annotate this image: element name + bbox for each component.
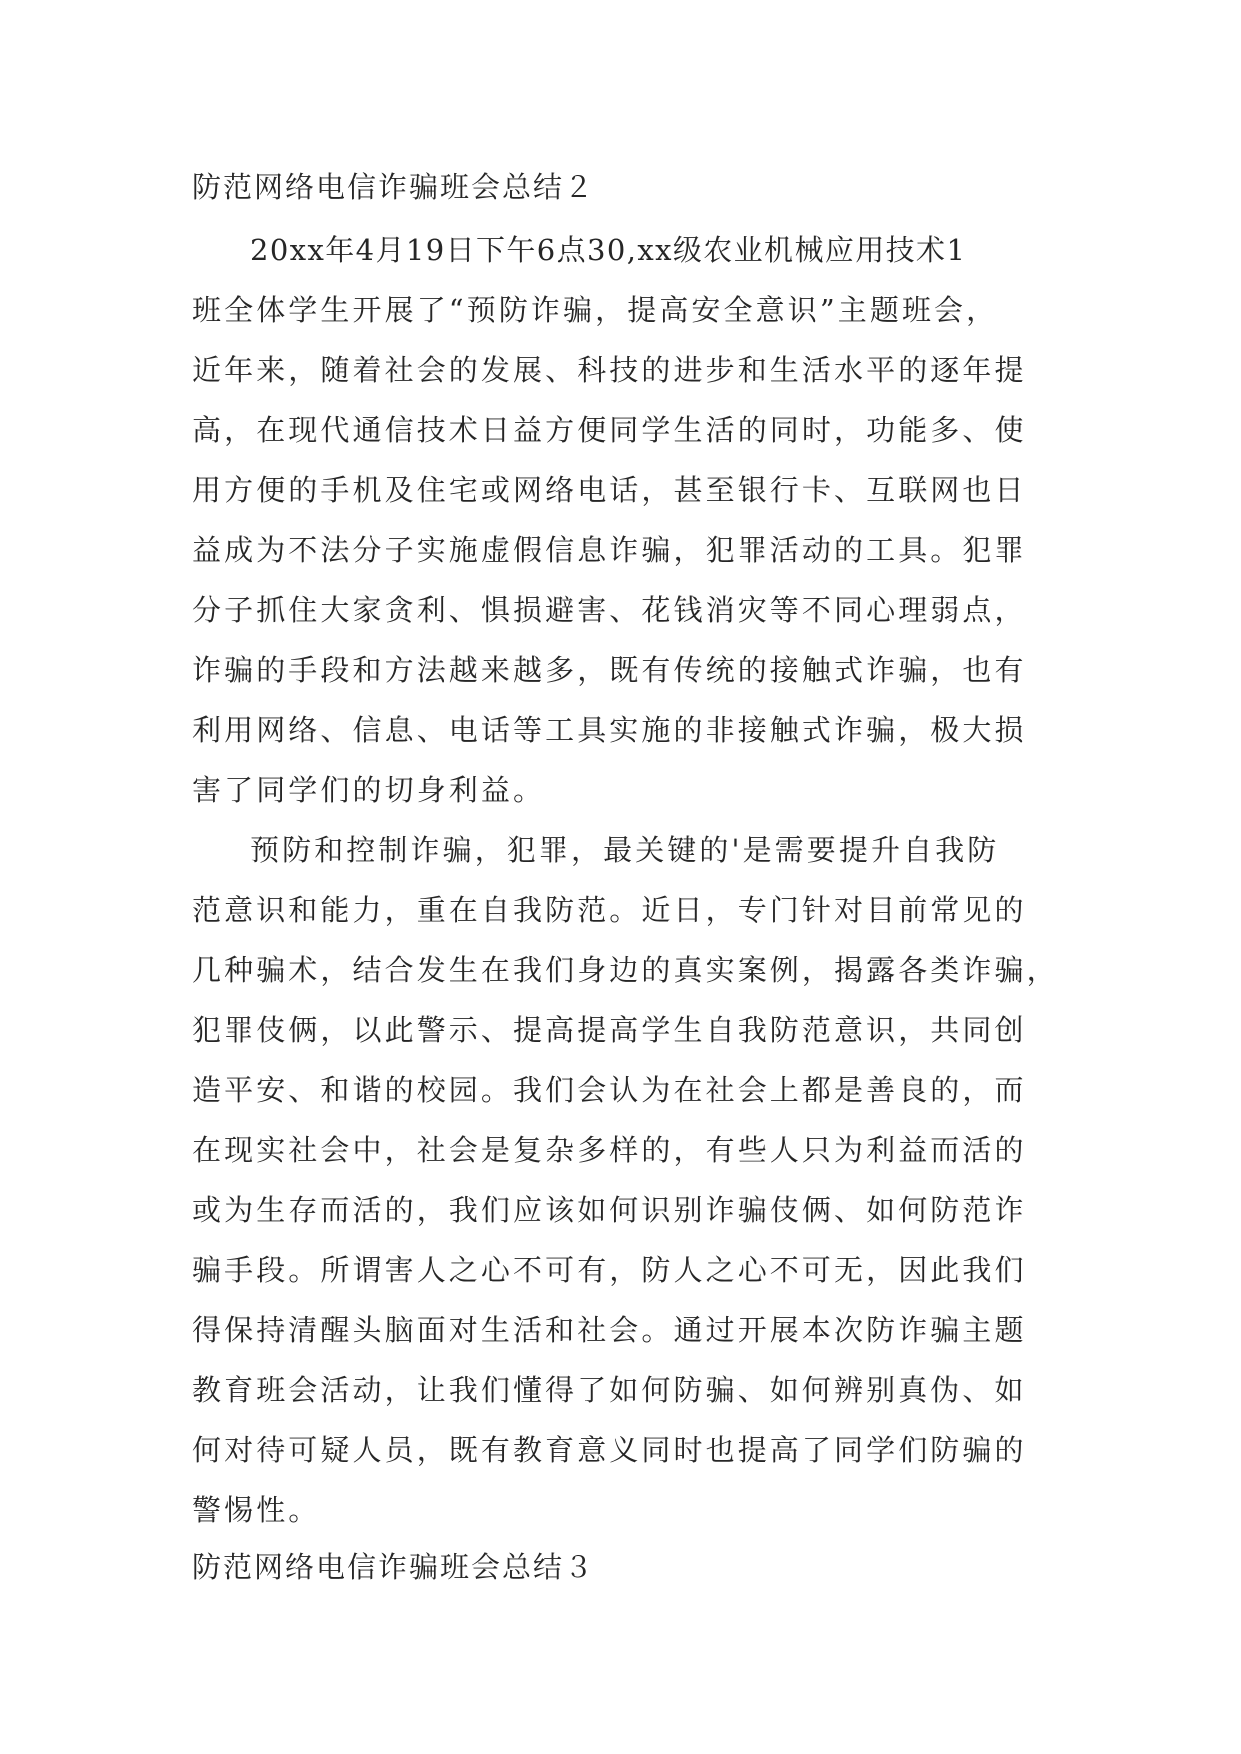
text-line: 何对待可疑人员，既有教育意义同时也提高了同学们防骗的 bbox=[192, 1433, 1027, 1467]
text-line: 造平安、和谐的校园。我们会认为在社会上都是善良的，而 bbox=[192, 1073, 1027, 1107]
text-line: 警惕性。 bbox=[192, 1493, 321, 1527]
text-line: 在现实社会中，社会是复杂多样的，有些人只为利益而活的 bbox=[192, 1133, 1027, 1167]
text-line: 得保持清醒头脑面对生活和社会。通过开展本次防诈骗主题 bbox=[192, 1313, 1027, 1347]
text-line: 教育班会活动，让我们懂得了如何防骗、如何辨别真伪、如 bbox=[192, 1373, 1027, 1407]
text-line: 近年来，随着社会的发展、科技的进步和生活水平的逐年提 bbox=[192, 353, 1027, 387]
section-heading-3: 防范网络电信诈骗班会总结３ bbox=[192, 1550, 596, 1584]
paragraph-2 bbox=[192, 820, 1059, 1540]
text-line: 利用网络、信息、电话等工具实施的非接触式诈骗，极大损 bbox=[192, 713, 1027, 747]
text-line: 范意识和能力，重在自我防范。近日，专门针对目前常见的 bbox=[192, 893, 1027, 927]
text-line: 预防和控制诈骗，犯罪，最关键的'是需要提升自我防 bbox=[250, 833, 1000, 867]
text-line: 分子抓住大家贪利、惧损避害、花钱消灾等不同心理弱点， bbox=[192, 593, 1027, 627]
text-line: 诈骗的手段和方法越来越多，既有传统的接触式诈骗，也有 bbox=[192, 653, 1027, 687]
text-line: 班全体学生开展了“预防诈骗，提高安全意识”主题班会， bbox=[192, 293, 999, 327]
text-line: 或为生存而活的，我们应该如何识别诈骗伎俩、如何防范诈 bbox=[192, 1193, 1027, 1227]
text-line: 犯罪伎俩，以此警示、提高提高学生自我防范意识，共同创 bbox=[192, 1013, 1027, 1047]
paragraph-1 bbox=[192, 220, 1050, 820]
text-line: 益成为不法分子实施虚假信息诈骗，犯罪活动的工具。犯罪 bbox=[192, 533, 1027, 567]
text-line: 用方便的手机及住宅或网络电话，甚至银行卡、互联网也日 bbox=[192, 473, 1027, 507]
text-line: 高，在现代通信技术日益方便同学生活的同时，功能多、使 bbox=[192, 413, 1027, 447]
text-line: 20xx年4月19日下午6点30,xx级农业机械应用技术1 bbox=[250, 233, 967, 267]
document-body bbox=[192, 168, 1059, 1586]
text-line: 骗手段。所谓害人之心不可有，防人之心不可无，因此我们 bbox=[192, 1253, 1027, 1287]
text-line: 害了同学们的切身利益。 bbox=[192, 773, 546, 807]
text-line: 几种骗术，结合发生在我们身边的真实案例，揭露各类诈骗， bbox=[192, 953, 1059, 987]
section-heading-2: 防范网络电信诈骗班会总结２ bbox=[192, 170, 596, 204]
